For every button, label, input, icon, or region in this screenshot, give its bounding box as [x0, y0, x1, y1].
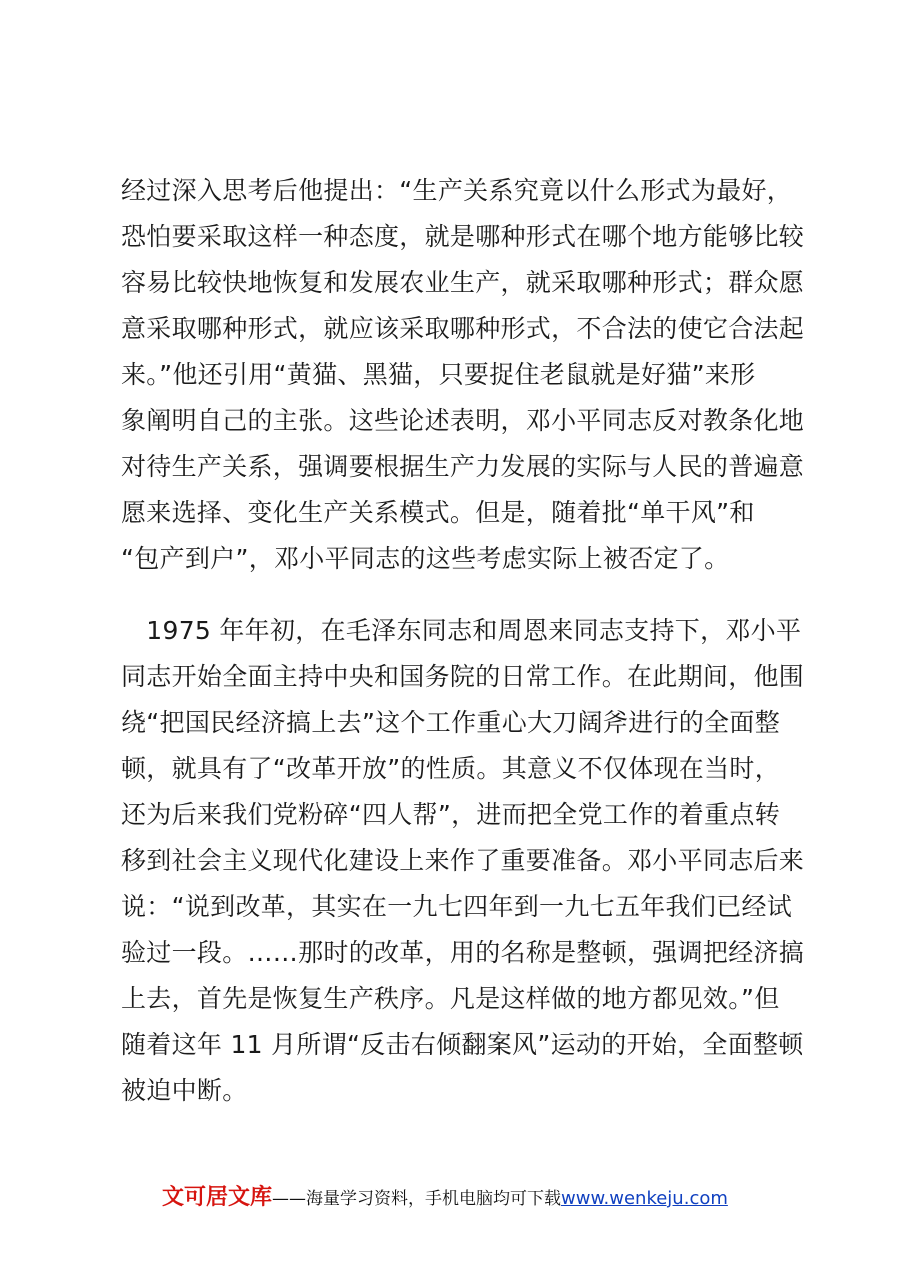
text-line: 来。”他还引用“黄猫、黑猫，只要捉住老鼠就是好猫”来形: [121, 360, 756, 389]
text-line: 恐怕要采取这样一种态度，就是哪种形式在哪个地方能够比较: [121, 222, 805, 251]
text-line: 意采取哪种形式，就应该采取哪种形式，不合法的使它合法起: [121, 314, 805, 343]
text-line: 对待生产关系，强调要根据生产力发展的实际与人民的普遍意: [121, 452, 805, 481]
text-line: 还为后来我们党粉碎“四人帮”，进而把全党工作的着重点转: [121, 800, 781, 829]
text-line: 愿来选择、变化生产关系模式。但是，随着批“单干风”和: [121, 498, 755, 527]
text-line: 验过一段。……那时的改革，用的名称是整顿，强调把经济搞: [121, 938, 805, 967]
paragraph-2: [121, 608, 805, 1114]
text-line: 象阐明自己的主张。这些论述表明，邓小平同志反对教条化地: [121, 406, 805, 435]
footer-tagline: ——海量学习资料，手机电脑均可下载: [272, 1189, 562, 1209]
text-line: 绕“把国民经济搞上去”这个工作重心大刀阔斧进行的全面整: [121, 708, 781, 737]
footer-brand: 文可居文库: [162, 1185, 273, 1210]
footer-website-link[interactable]: www.wenkeju.com: [561, 1188, 728, 1209]
text-line: 移到社会主义现代化建设上来作了重要准备。邓小平同志后来: [121, 846, 805, 875]
text-line: “包产到户”，邓小平同志的这些考虑实际上被否定了。: [121, 544, 730, 573]
paragraph-1: [121, 168, 805, 582]
text-line: 说：“说到改革，其实在一九七四年到一九七五年我们已经试: [121, 892, 793, 921]
page-footer: [162, 1182, 802, 1214]
text-line: 被迫中断。: [121, 1076, 248, 1105]
text-line: 顿，就具有了“改革开放”的性质。其意义不仅体现在当时，: [121, 754, 781, 783]
text-line: 上去，首先是恢复生产秩序。凡是这样做的地方都见效。”但: [121, 984, 780, 1013]
document-body: [121, 168, 805, 1114]
text-line: 容易比较快地恢复和发展农业生产，就采取哪种形式；群众愿: [121, 268, 805, 297]
text-line: 同志开始全面主持中央和国务院的日常工作。在此期间，他围: [121, 662, 805, 691]
text-line: 随着这年 11 月所谓“反击右倾翻案风”运动的开始，全面整顿: [121, 1030, 804, 1059]
text-line: 经过深入思考后他提出：“生产关系究竟以什么形式为最好，: [121, 176, 793, 205]
text-line: 1975 年年初，在毛泽东同志和周恩来同志支持下，邓小平: [121, 616, 802, 645]
paragraph-spacer: [121, 582, 801, 608]
